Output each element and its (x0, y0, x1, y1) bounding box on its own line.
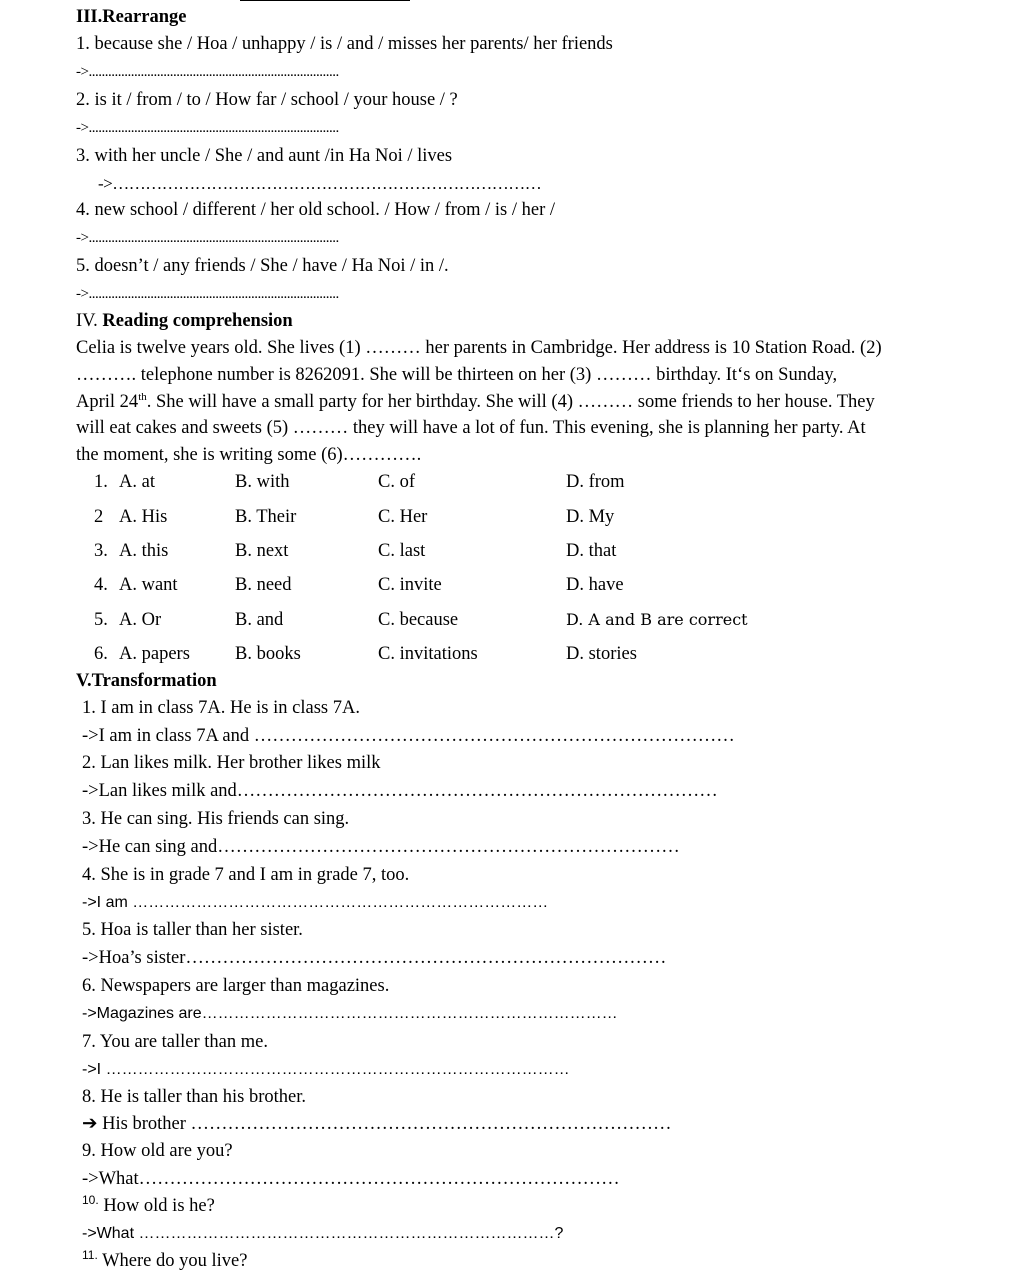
rearrange-answer-4[interactable]: ->............................................................................. (76, 230, 339, 246)
mcq-option-d[interactable]: D. from (566, 472, 625, 492)
mcq-option-d[interactable]: D. My (566, 507, 615, 527)
transform-question-10 (82, 1194, 215, 1218)
mcq-option-b[interactable]: B. need (235, 575, 292, 595)
rearrange-question-5: 5. doesn’t / any friends / She / have / Ha Noi / in /. (76, 256, 449, 276)
transform-answer-8[interactable]: ➔ His brother …………………………………………………………………… (82, 1114, 672, 1134)
transform-answer-6[interactable]: ->Magazines are…………………………………………………………………… (82, 1005, 618, 1022)
mcq-num: 6. (94, 644, 108, 664)
mcq-option-c[interactable]: C. last (378, 541, 426, 561)
mcq-option-c[interactable]: C. because (378, 610, 459, 630)
rearrange-answer-3[interactable]: ->…………………………………………………………………… (98, 174, 542, 193)
mcq-option-b[interactable]: B. with (235, 472, 290, 492)
question-text: How old is he? (98, 1196, 215, 1216)
mcq-num: 4. (94, 575, 108, 595)
transform-question-3: 3. He can sing. His friends can sing. (82, 809, 350, 829)
passage-line-3-rest: . She will have a small party for her birthday. She will (4) ……… some friends to her house. They (146, 392, 875, 412)
passage-line-4: will eat cakes and sweets (5) ……… they will have a lot of fun. This evening, she is planning her party. At (76, 418, 866, 438)
mcq-num: 3. (94, 541, 108, 561)
mcq-option-c[interactable]: C. invitations (378, 644, 478, 664)
passage-date-suffix: th (138, 390, 147, 403)
mcq-option-a[interactable]: A. at (119, 472, 155, 492)
transform-question-4: 4. She is in grade 7 and I am in grade 7, too. (82, 865, 410, 885)
transform-answer-9[interactable]: ->What…………………………………………………………………… (82, 1169, 620, 1189)
mcq-option-c[interactable]: C. of (378, 472, 415, 492)
mcq-option-a[interactable]: A. want (119, 575, 178, 595)
mcq-option-c[interactable]: C. invite (378, 575, 442, 595)
transform-answer-2[interactable]: ->Lan likes milk and…………………………………………………………………… (82, 781, 718, 801)
transform-question-2: 2. Lan likes milk. Her brother likes milk (82, 753, 381, 773)
mcq-option-d[interactable]: D. have (566, 575, 624, 595)
transform-question-9: 9. How old are you? (82, 1141, 233, 1161)
passage-line-1: Celia is twelve years old. She lives (1) ……… her parents in Cambridge. Her address is 10 Station Road. (2) (76, 338, 882, 358)
section-4-title (76, 309, 293, 333)
rearrange-answer-1[interactable]: ->............................................................................. (76, 64, 339, 80)
passage-line-3 (76, 390, 875, 414)
mcq-num: 5. (94, 610, 108, 630)
transform-answer-7[interactable]: ->I …………………………………………………………………………… (82, 1061, 570, 1078)
transform-question-7: 7. You are taller than me. (82, 1032, 268, 1052)
mcq-option-a[interactable]: A. Or (119, 610, 162, 630)
top-underline (240, 0, 410, 1)
question-number: 10. (82, 1192, 99, 1207)
question-number: 11. (82, 1247, 98, 1262)
mcq-option-b[interactable]: B. books (235, 644, 301, 664)
mcq-option-c[interactable]: C. Her (378, 507, 428, 527)
transform-answer-1[interactable]: ->I am in class 7A and …………………………………………………………………… (82, 726, 735, 746)
section-4-prefix: IV. (76, 311, 103, 331)
section-3-title: III.Rearrange (76, 7, 187, 27)
section-5-title: V.Transformation (76, 671, 217, 691)
rearrange-question-4: 4. new school / different / her old school. / How / from / is / her / (76, 200, 556, 220)
rearrange-answer-5[interactable]: ->............................................................................. (76, 286, 339, 302)
transform-question-6: 6. Newspapers are larger than magazines. (82, 976, 390, 996)
mcq-num: 2 (94, 507, 104, 527)
transform-answer-5[interactable]: ->Hoa’s sister…………………………………………………………………… (82, 948, 667, 968)
mcq-option-d[interactable]: D. A and B are correct (566, 610, 748, 629)
section-4-title-text: Reading comprehension (102, 311, 293, 331)
rearrange-question-1: 1. because she / Hoa / unhappy / is / and / misses her parents/ her friends (76, 34, 613, 54)
transform-question-8: 8. He is taller than his brother. (82, 1087, 307, 1107)
mcq-num: 1. (94, 472, 108, 492)
mcq-option-d[interactable]: D. stories (566, 644, 637, 664)
transform-question-5: 5. Hoa is taller than her sister. (82, 920, 303, 940)
passage-line-5: the moment, she is writing some (6)…………. (76, 445, 422, 465)
rearrange-question-3: 3. with her uncle / She / and aunt /in Ha Noi / lives (76, 146, 453, 166)
mcq-option-a[interactable]: A. this (119, 541, 169, 561)
rearrange-answer-2[interactable]: ->............................................................................. (76, 120, 339, 136)
mcq-option-b[interactable]: B. and (235, 610, 284, 630)
transform-answer-10[interactable]: ->What ……………………………………………………………………? (82, 1225, 564, 1242)
mcq-option-b[interactable]: B. next (235, 541, 289, 561)
mcq-option-a[interactable]: A. papers (119, 644, 190, 664)
mcq-option-b[interactable]: B. Their (235, 507, 297, 527)
transform-question-1: 1. I am in class 7A. He is in class 7A. (82, 698, 360, 718)
rearrange-question-2: 2. is it / from / to / How far / school / your house / ? (76, 90, 458, 110)
passage-line-2: ………. telephone number is 8262091. She will be thirteen on her (3) ……… birthday. It‘s on Sunday, (76, 365, 838, 385)
transform-answer-4[interactable]: ->I am …………………………………………………………………… (82, 894, 549, 911)
mcq-option-a[interactable]: A. His (119, 507, 168, 527)
transform-answer-3[interactable]: ->He can sing and………………………………………………………………… (82, 837, 680, 857)
mcq-option-d[interactable]: D. that (566, 541, 617, 561)
passage-date: April 24 (76, 392, 139, 412)
question-text: Where do you live? (97, 1251, 248, 1271)
transform-question-11 (82, 1249, 247, 1273)
